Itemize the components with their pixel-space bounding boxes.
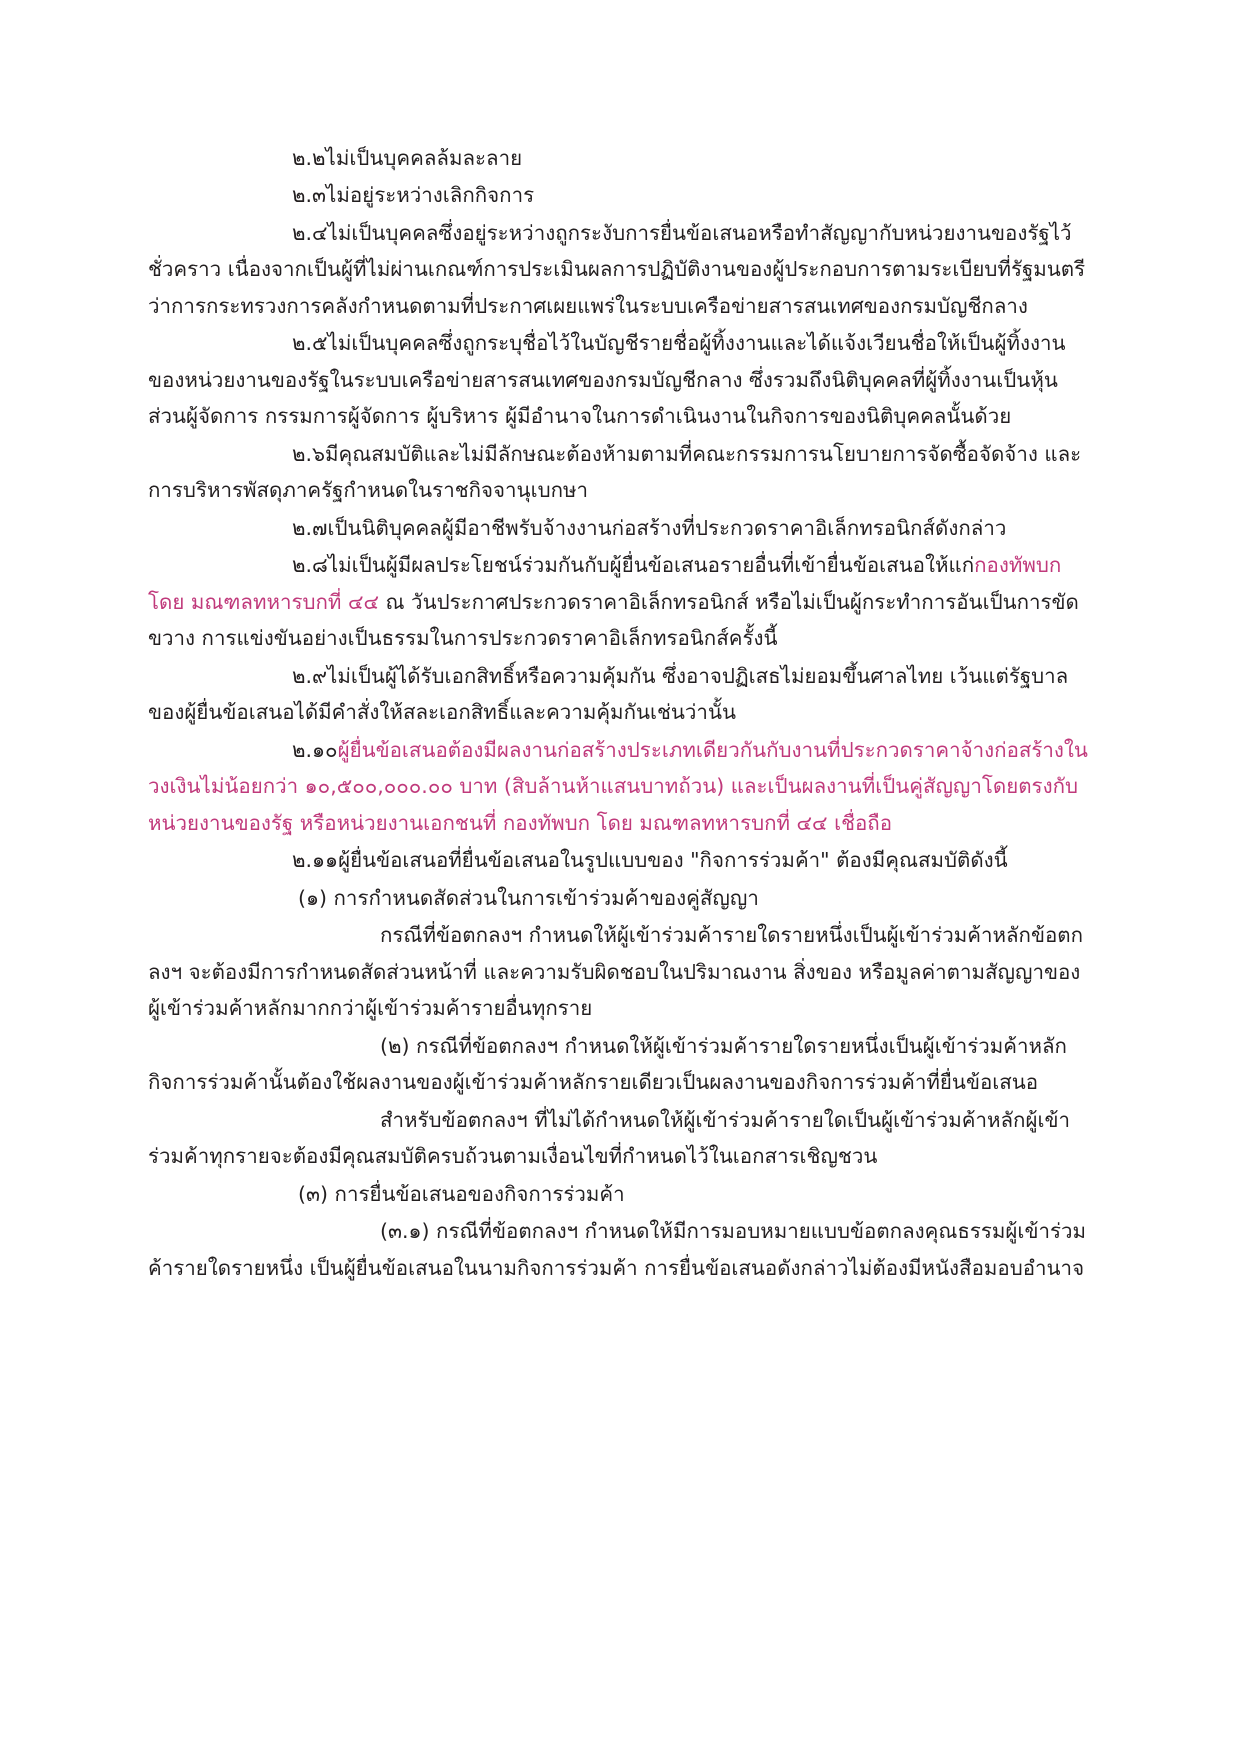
item-text: ไม่เป็นบุคคลซึ่งถูกระบุชื่อไว้ในบัญชีรายชื่อผู้ทิ้งงานและได้แจ้งเวียนชื่อให้เป็นผู้ทิ้งงานของหน่วยงานของรัฐในระบบเครือข่ายสารสนเทศของกรมบัญชีกลาง ซึ่งรวมถึงนิติบุคคลที่ผู้ทิ้งงานเป็นหุ้นส่วนผู้จัดการ กรรมการผู้จัดการ ผู้บริหาร ผู้มีอำนาจในการดำเนินงานในกิจการของนิติบุคคลนั้นด้วย xyxy=(148,331,1066,429)
item-text-segment-1: ไม่เป็นผู้มีผลประโยชน์ร่วมกันกับผู้ยื่นข้อเสนอรายอื่นที่เข้ายื่นข้อเสนอให้แก่ xyxy=(327,553,975,578)
item-text: ไม่เป็นบุคคลซึ่งอยู่ระหว่างถูกระงับการยื่นข้อเสนอหรือทำสัญญากับหน่วยงานของรัฐไว้ชั่วคราว เนื่องจากเป็นผู้ที่ไม่ผ่านเกณฑ์การประเมินผลการปฏิบัติงานของผู้ประกอบการตามระเบียบที่รัฐมนตรีว่าการกระทรวงการคลังกำหนดตามที่ประกาศเผยแพร่ในระบบเครือข่ายสารสนเทศของกรมบัญชีกลาง xyxy=(148,220,1086,318)
item-text: ผู้ยื่นข้อเสนอที่ยื่นข้อเสนอในรูปแบบของ "กิจการร่วมค้า" ต้องมีคุณสมบัติดังนี้ xyxy=(338,848,1008,873)
item-number: ๒.๔ xyxy=(292,220,328,245)
item-number: ๒.๘ xyxy=(292,553,328,578)
item-number: ๒.๑๐ xyxy=(292,737,338,762)
paragraph-item-2-6 xyxy=(148,436,1091,509)
item-number: ๒.๗ xyxy=(292,515,328,540)
paragraph-item-2-8 xyxy=(148,547,1091,656)
paragraph-item-2-2 xyxy=(148,140,1091,176)
paragraph-item-2-5 xyxy=(148,325,1091,434)
item-text: สำหรับข้อตกลงฯ ที่ไม่ได้กำหนดให้ผู้เข้าร่วมค้ารายใดเป็นผู้เข้าร่วมค้าหลักผู้เข้าร่วมค้าทุกรายจะต้องมีคุณสมบัติครบถ้วนตามเงื่อนไขที่กำหนดไว้ในเอกสารเชิญชวน xyxy=(148,1107,1070,1169)
paragraph-item-2-7 xyxy=(148,510,1091,546)
item-number: ๒.๕ xyxy=(292,331,328,356)
paragraph-sub-2-detail xyxy=(148,1102,1091,1175)
item-text: มีคุณสมบัติและไม่มีลักษณะต้องห้ามตามที่คณะกรรมการนโยบายการจัดซื้อจัดจ้าง และการบริหารพัสดุภาครัฐกำหนดในราชกิจจานุเบกษา xyxy=(148,441,1082,503)
paragraph-sub-3 xyxy=(148,1176,1091,1212)
paragraph-item-2-9 xyxy=(148,658,1091,731)
item-text: (๒) กรณีที่ข้อตกลงฯ กำหนดให้ผู้เข้าร่วมค้ารายใดรายหนึ่งเป็นผู้เข้าร่วมค้าหลักกิจการร่วมค้านั้นต้องใช้ผลงานของผู้เข้าร่วมค้าหลักรายเดียวเป็นผลงานของกิจการร่วมค้าที่ยื่นข้อเสนอ xyxy=(148,1033,1067,1095)
item-text: (๓.๑) กรณีที่ข้อตกลงฯ กำหนดให้มีการมอบหมายแบบข้อตกลงคุณธรรมผู้เข้าร่วมค้ารายใดรายหนึ่ง เป็นผู้ยื่นข้อเสนอในนามกิจการร่วมค้า การยื่นข้อเสนอดังกล่าวไม่ต้องมีหนังสือมอบอำนาจ xyxy=(148,1219,1086,1280)
item-text: (๑) การกำหนดสัดส่วนในการเข้าร่วมค้าของคู่สัญญา xyxy=(298,885,759,910)
item-text: เป็นนิติบุคคลผู้มีอาชีพรับจ้างงานก่อสร้างที่ประกวดราคาอิเล็กทรอนิกส์ดังกล่าว xyxy=(327,515,1007,540)
paragraph-sub-2 xyxy=(148,1028,1091,1101)
item-text: (๓) การยื่นข้อเสนอของกิจการร่วมค้า xyxy=(298,1181,625,1206)
item-text-segment-agency: กองทัพบก โดย มณฑลทหารบกที่ ๔๔ xyxy=(148,553,1062,614)
document-body xyxy=(148,140,1091,1286)
paragraph-item-2-11 xyxy=(148,842,1091,878)
item-number: ๒.๒ xyxy=(292,146,326,170)
item-text: ไม่เป็นผู้ได้รับเอกสิทธิ์หรือความคุ้มกัน ซึ่งอาจปฏิเสธไม่ยอมขึ้นศาลไทย เว้นแต่รัฐบาล ของผู้ยื่นข้อเสนอได้มีคำสั่งให้สละเอกสิทธิ์และความคุ้มกันเช่นว่านั้น xyxy=(148,663,1069,725)
item-number: ๒.๑๑ xyxy=(292,848,339,873)
item-text: ไม่เป็นบุคคลล้มละลาย xyxy=(325,146,523,170)
paragraph-sub-1-detail xyxy=(148,917,1091,1026)
paragraph-item-2-3 xyxy=(148,177,1091,213)
item-text-segment-3: ณ วันประกาศประกวดราคาอิเล็กทรอนิกส์ หรือไม่เป็นผู้กระทำการอันเป็นการขัดขวาง การแข่งขันอย่างเป็นธรรมในการประกวดราคาอิเล็กทรอนิกส์ครั้งนี้ xyxy=(148,589,1079,651)
paragraph-item-2-10 xyxy=(148,732,1091,841)
paragraph-sub-1 xyxy=(148,880,1091,916)
item-text: ไม่อยู่ระหว่างเลิกกิจการ xyxy=(326,183,535,208)
item-text: กรณีที่ข้อตกลงฯ กำหนดให้ผู้เข้าร่วมค้ารายใดรายหนึ่งเป็นผู้เข้าร่วมค้าหลักข้อตกลงฯ จะต้องมีการกำหนดสัดส่วนหน้าที่ และความรับผิดชอบในปริมาณงาน สิ่งของ หรือมูลค่าตามสัญญาของผู้เข้าร่วมค้าหลักมากกว่าผู้เข้าร่วมค้ารายอื่นทุกราย xyxy=(148,923,1083,1021)
item-number: ๒.๖ xyxy=(292,441,326,466)
item-text: ผู้ยื่นข้อเสนอต้องมีผลงานก่อสร้างประเภทเดียวกันกับงานที่ประกวดราคาจ้างก่อสร้างในวงเงินไม่น้อยกว่า ๑๐,๕๐๐,๐๐๐.๐๐ บาท (สิบล้านห้าแสนบาทถ้วน) และเป็นผลงานที่เป็นคู่สัญญาโดยตรงกับหน่วยงานของรัฐ หรือหน่วยงานเอกชนที่ กองทัพบก โดย มณฑลทหารบกที่ ๔๔ เชื่อถือ xyxy=(148,737,1088,835)
paragraph-sub-3-1 xyxy=(148,1213,1091,1286)
paragraph-item-2-4 xyxy=(148,215,1091,324)
item-number: ๒.๓ xyxy=(292,183,327,208)
item-number: ๒.๙ xyxy=(292,663,328,688)
